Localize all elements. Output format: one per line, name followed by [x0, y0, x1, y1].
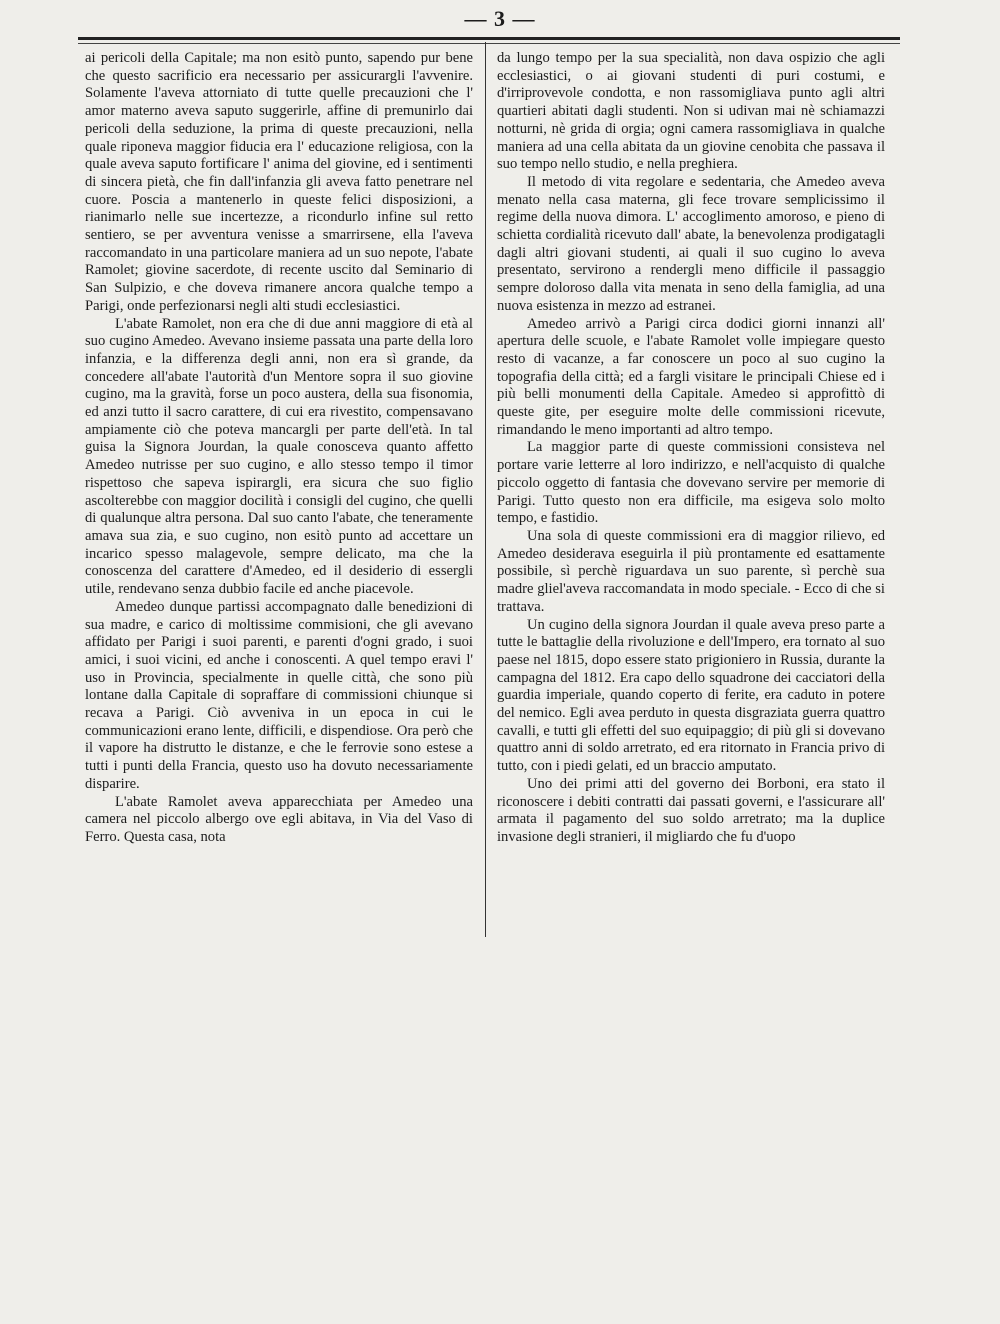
paragraph: Amedeo dunque partissi accompagnato dalle benedizioni di sua madre, e carico di moltissime commisioni, che gli avevano affidato per Parigi i suoi parenti, e parenti d'ogni grado, i suoi amici, i suoi vicini, ed anche i conoscenti. A quel tempo eravi l' uso in Provincia, specialmente in quelle città, che sono più lontane dalla Capitale di sopraffare di commissioni chiunque si recava a Parigi. Ciò avveniva in un epoca in cui le communicazioni erano lente, difficili, e dispendiose. Ora però che il vapore ha distrutto le distanze, e che le ferrovie sono estese a tutti i punti della Francia, questo uso ha dovuto necessariamente disparire.: [85, 598, 473, 792]
paragraph: Uno dei primi atti del governo dei Borboni, era stato il riconoscere i debiti contratti dai passati governi, e l'assicurare all' armata il pagamento del suo soldo arretrato; ma la duplice invasione degli stranieri, il migliardo che fu d'uopo: [497, 775, 885, 845]
paragraph: ai pericoli della Capitale; ma non esitò punto, sapendo pur bene che questo sacrificio era necessario per assicurargli l'avvenire. Solamente l'aveva attorniato di tutte quelle precauzioni che l' amor materno aveva saputo suggerirle, affine di premunirlo dai pericoli della seduzione, la prima di queste precauzioni, nella quale riponeva maggior fiducia era l' educazione religiosa, con la quale aveva saputo fortificare l' anima del giovine, ed i sentimenti di sincera pietà, che fin dall'infanzia gli aveva fatto penetrare nel cuore. Poscia a mantenerlo in queste felici disposizioni, a rianimarlo nelle sue incertezze, a ricondurlo infine sul retto sentiero, se per avventura venisse a smarrirsene, ella l'aveva raccomandato in una particolare maniera ad un suo nepote, l'abate Ramolet; giovine sacerdote, di recente uscito dal Seminario di San Sulpizio, e che doveva rimanere ancora qualche tempo a Parigi, onde perfezionarsi negli alti studi ecclesiastici.: [85, 50, 473, 314]
column-divider: [485, 42, 486, 937]
paragraph: Una sola di queste commissioni era di maggior rilievo, ed Amedeo desiderava eseguirla il più prontamente ed esattamente possibile, sì perchè riguardava un suo parente, sì perchè sua madre gliel'aveva raccomandata in modo speciale. - Ecco di che si trattava.: [497, 527, 885, 615]
left-column: [85, 50, 473, 847]
paragraph: L'abate Ramolet, non era che di due anni maggiore di età al suo cugino Amedeo. Avevano insieme passata una parte della loro infanzia, e la differenza degli anni, non era sì grande, da concedere all'abate l'autorità d'un Mentore sopra il suo giovine cugino, ma la gravità, forse un poco austera, della sua fisonomia, ed anzi tutto il sacro carattere, di cui era rivestito, compensavano ampiamente ciò che poteva mancargli per parte dell'età. In tal guisa la Signora Jourdan, la quale conosceva quanto affetto Amedeo nutrisse per suo cugino, e allo stesso tempo il timor rispettoso che sapeva ispirargli, era sicura che suo figlio ascolterebbe con maggior docilità i consigli del cugino, che quelli di qualunque altra persona. Dal suo canto l'abate, che teneramente amava sua zia, e suo cugino, non esitò punto ad accettare un incarico spesso malagevole, sempre delicato, ma che la conoscenza del carattere d'Amedeo, ed il desiderio di essergli utile, rendevano senza dubbio facile ed anche piacevole.: [85, 315, 473, 598]
paragraph: L'abate Ramolet aveva apparecchiata per Amedeo una camera nel piccolo albergo ove egli abitava, in Via del Vaso di Ferro. Questa casa, nota: [85, 793, 473, 845]
header-rule: [78, 37, 900, 44]
page-number: — 3 —: [464, 6, 536, 31]
paragraph: Un cugino della signora Jourdan il quale aveva preso parte a tutte le battaglie della rivoluzione e dell'Impero, era tornato al suo paese nel 1815, dopo essere stato prigioniero in Russia, durante la campagna del 1812. Era capo dello squadrone dei cacciatori della guardia imperiale, quando coperto di ferite, era caduto in potere del nemico. Egli avea perduto in questa disgraziata guerra quattro cavalli, e tutti gli effetti del suo equipaggio; di più gli si dovevano quattro anni di soldo arretrato, ed era ritornato in Francia privo di tutto, con i piedi gelati, ed un braccio amputato.: [497, 616, 885, 775]
paragraph: Amedeo arrivò a Parigi circa dodici giorni innanzi all' apertura delle scuole, e l'abate Ramolet volle impiegare questo resto di vacanze, a far conoscere un poco al suo cugino la topografia della città; ed a fargli visitare le principali Chiese ed i più belli monumenti della Capitale. Amedeo si approfittò di queste gite, per eseguire molte delle commissioni ricevute, rimandando le meno importanti ad altro tempo.: [497, 315, 885, 438]
right-column: [497, 50, 885, 847]
paragraph: La maggior parte di queste commissioni consisteva nel portare varie letterre al loro indirizzo, e nell'acquisto di qualche piccolo oggetto di fantasia che dovevano servire per memorie di Parigi. Tutto questo non era difficile, ma esigeva solo molto tempo, e fastidio.: [497, 439, 885, 527]
paragraph: da lungo tempo per la sua specialità, non dava ospizio che agli ecclesiastici, o ai giovani studenti di puri costumi, e d'irriprovevole condotta, e non rassomigliava punto agli altri quartieri abitati dagli studenti. Non si udivan mai nè schiamazzi notturni, nè grida di orgia; ogni camera rassomigliava in qualche maniera ad una cella abitata da un giovine cenobita che passava il suo tempo nello studio, e nella preghiera.: [497, 50, 885, 173]
paragraph: Il metodo di vita regolare e sedentaria, che Amedeo aveva menato nella casa materna, gli fece trovare semplicissimo il regime della nuova dimora. L' accoglimento amoroso, e pieno di schietta cordialità ricevuto dall' abate, la benevolenza prodigatagli dagli altri giovani studenti, ai quali il suo cugino lo aveva presentato, servirono a rendergli meno difficile il passaggio sempre doloroso dalla vita menata in seno della famiglia, ad una nuova esistenza in mezzo ad estranei.: [497, 173, 885, 314]
